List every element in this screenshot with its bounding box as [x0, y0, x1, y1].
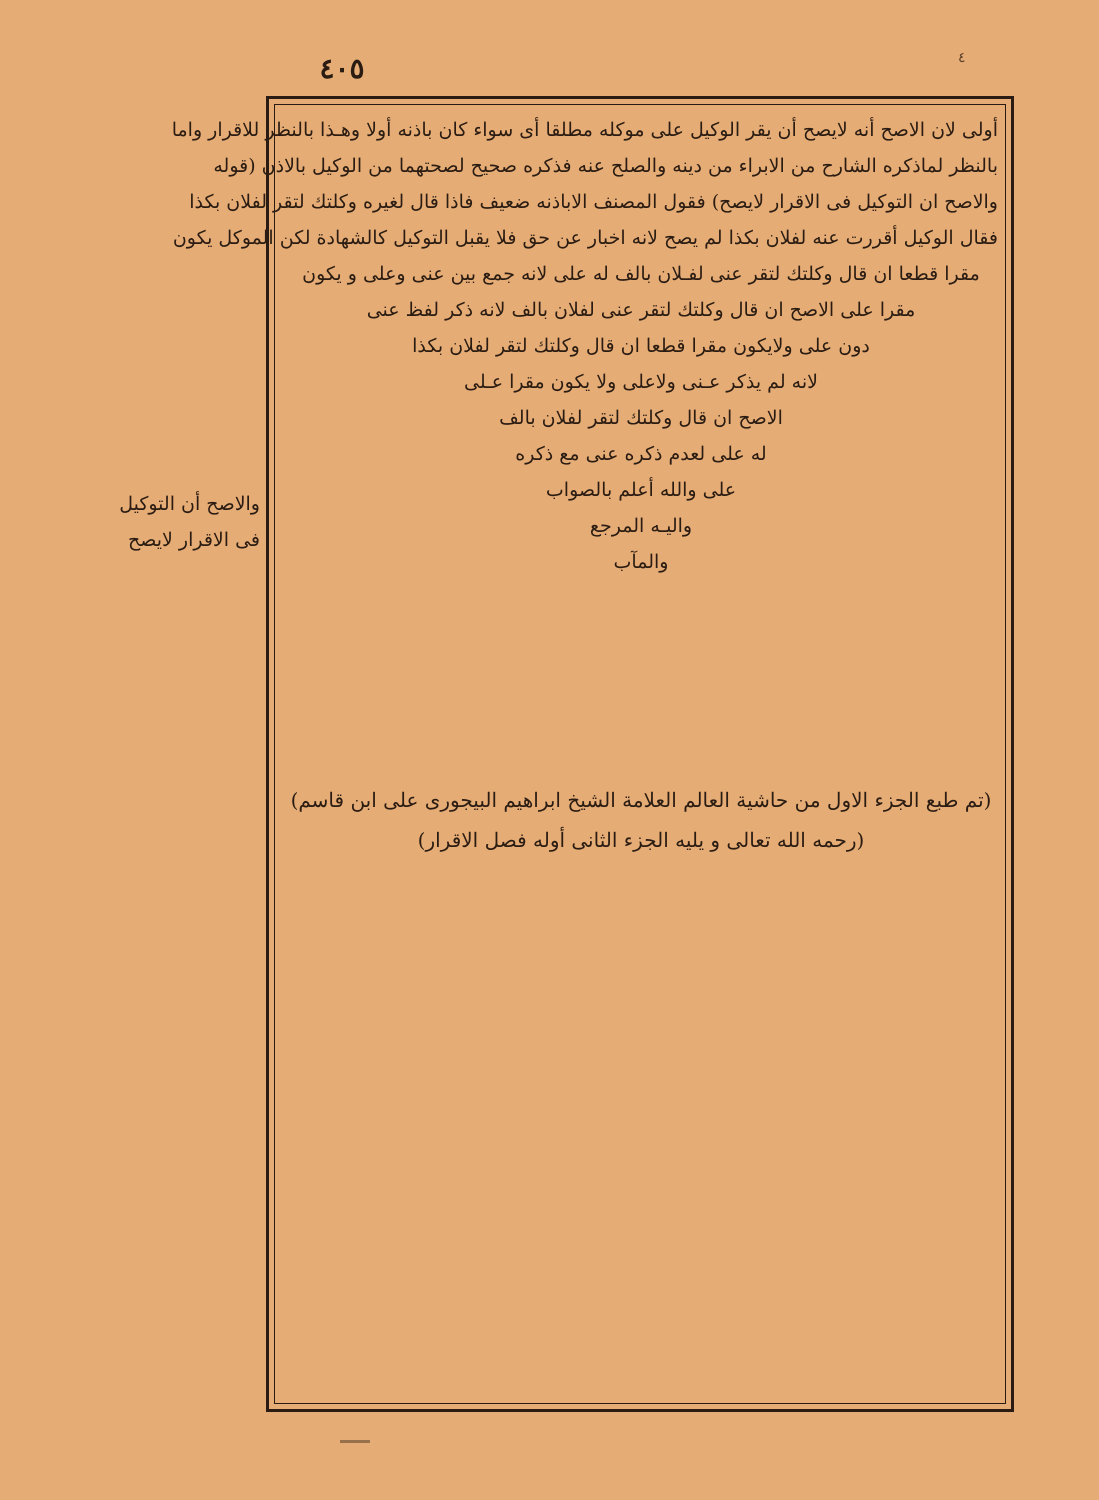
text-line: أولى لان الاصح أنه لايصح أن يقر الوكيل على موكله مطلقا أى سواء كان باذنه أولا وهـذا بالنظر للاقرار واما: [171, 119, 998, 141]
margin-note-line: والاصح أن التوكيل: [119, 493, 260, 515]
text-line: والمآب: [613, 551, 669, 573]
text-line: فقال الوكيل أقررت عنه لفلان بكذا لم يصح لانه اخبار عن حق فلا يقبل التوكيل كالشهادة لكن الموكل يكون: [172, 227, 998, 249]
margin-note: [70, 486, 260, 558]
margin-note-line: فى الاقرار لايصح: [128, 529, 260, 551]
colophon: [284, 780, 998, 860]
corner-mark: ٤: [958, 50, 966, 66]
page-number: ٤٠٥: [319, 52, 365, 85]
ink-smudge: [340, 1440, 370, 1443]
text-line: مقرا قطعا ان قال وكلتك لتقر عنى لفـلان بالف له على لانه جمع بين عنى وعلى و يكون: [302, 263, 980, 285]
text-line: دون على ولايكون مقرا قطعا ان قال وكلتك لتقر لفلان بكذا: [412, 335, 870, 357]
text-line: واليـه المرجع: [589, 515, 693, 537]
text-line: له على لعدم ذكره عنى مع ذكره: [515, 443, 767, 465]
text-line: على والله أعلم بالصواب: [545, 479, 737, 501]
colophon-line: (تم طبع الجزء الاول من حاشية العالم العلامة الشيخ ابراهيم البيجورى على ابن قاسم): [290, 788, 992, 812]
text-line: الاصح ان قال وكلتك لتقر لفلان بالف: [499, 407, 783, 429]
colophon-line: (رحمه الله تعالى و يليه الجزء الثانى أوله فصل الاقرار): [417, 828, 865, 852]
text-line: والاصح ان التوكيل فى الاقرار لايصح) فقول المصنف الاباذنه ضعيف فاذا قال لغيره وكلتك لتقر لفلان بكذا: [189, 191, 998, 213]
text-line: لانه لم يذكر عـنى ولاعلى ولا يكون مقرا عـلى: [464, 371, 818, 393]
text-line: بالنظر لماذكره الشارح من الابراء من دينه والصلح عنه فذكره صحيح لصحتهما من الوكيل بالاذن (قوله: [213, 155, 998, 177]
text-line: مقرا على الاصح ان قال وكلتك لتقر عنى لفلان بالف لانه ذكر لفظ عنى: [366, 299, 916, 321]
